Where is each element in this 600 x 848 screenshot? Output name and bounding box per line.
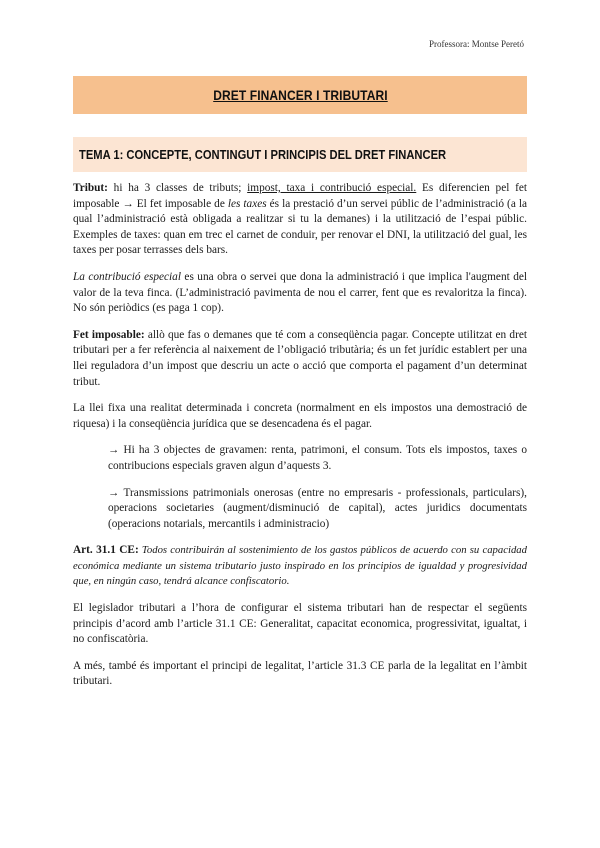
article-label: Art. 31.1 CE: xyxy=(73,544,139,557)
term-label: Tribut: xyxy=(73,182,108,194)
topic-heading: TEMA 1: CONCEPTE, CONTINGUT I PRINCIPIS DEL DRET FINANCER xyxy=(79,147,447,162)
paragraph-fet-imposable xyxy=(73,328,527,390)
text-run: Es diferencien pel fet imposable → El fet imposable de xyxy=(73,182,527,210)
topic-heading-banner xyxy=(73,137,527,172)
document-title-banner xyxy=(73,76,527,114)
italic-text: les taxes xyxy=(227,197,267,210)
paragraph-legislador: El legislador tributari a l’hora de configurar el sistema tributari han de respectar el següents principis d’acord amb l’article 31.1 CE: Generalitat, capacitat economica, progressivitat, igualtat, i no confiscatòria. xyxy=(73,602,527,646)
underlined-text: impost, taxa i contribució especial. xyxy=(247,182,417,194)
term-label: Fet imposable: xyxy=(73,328,145,341)
document-title: DRET FINANCER I TRIBUTARI xyxy=(212,87,388,103)
professor-header: Professora: Montse Peretó xyxy=(429,39,524,49)
text-run: allò que fas o demanes que té com a conseqüència pagar. Concepte utilitzat en dret tributari per a fer referència al naixement de l’obligació tributària; és un fet jurídic establert per una llei reguladora d’un impost que descriu un acte o acció que comporta el pagament d’un determinat tribut. xyxy=(73,328,527,388)
paragraph-contribucio xyxy=(73,270,527,317)
indented-paragraph-objectes: → Hi ha 3 objectes de gravamen: renta, patrimoni, el consum. Tots els impostos, taxes o contribucions especials graven algun d’aquests 3. xyxy=(108,444,527,472)
paragraph-legalitat: A més, també és important el principi de legalitat, l’article 31.3 CE parla de la legalitat en l’àmbit tributari. xyxy=(73,659,527,688)
paragraph-article xyxy=(73,543,527,590)
text-run: es una obra o servei que dona la administració i que implica l'augment del valor de la teva finca. (L’administració pavimenta de nou el carrer, fent que es revaloritza la finca). No són periòdics (es paga 1 cop). xyxy=(73,270,527,315)
document-body xyxy=(73,181,527,701)
article-quote: Todos contribuirán al sostenimiento de los gastos públicos de acuerdo con su capacidad económica mediante un sistema tributario justo inspirado en los principios de igualdad y progresividad que, en ningún caso, tendrá alcance confiscatorio. xyxy=(73,544,527,588)
indented-paragraph-transmissions: → Transmissions patrimonials onerosas (entre no empresaris - professionals, particulars), operacions societaries (augment/disminució de capital), actes juridics documentats (operacions notarials, mercantils i administracio) xyxy=(108,486,527,530)
paragraph-llei: La llei fixa una realitat determinada i concreta (normalment en els impostos una demostració de riquesa) i la conseqüència jurídica que se desencadena és el pagar. xyxy=(73,402,527,430)
italic-text: La contribució especial xyxy=(73,270,181,283)
paragraph-tribut xyxy=(73,181,527,259)
text-run: hi ha 3 classes de tributs; xyxy=(107,182,248,194)
text-run: és la prestació d’un servei públic de l’administració (a la qual l’administració està obligada a realitzar si tu la demanes) i la utilització de l’espai públic. Exemples de taxes: quan em trec el carnet de conduir, per renovar el DNI, la utilització del gual, les taxes per posar terrasses dels bars. xyxy=(73,197,527,257)
